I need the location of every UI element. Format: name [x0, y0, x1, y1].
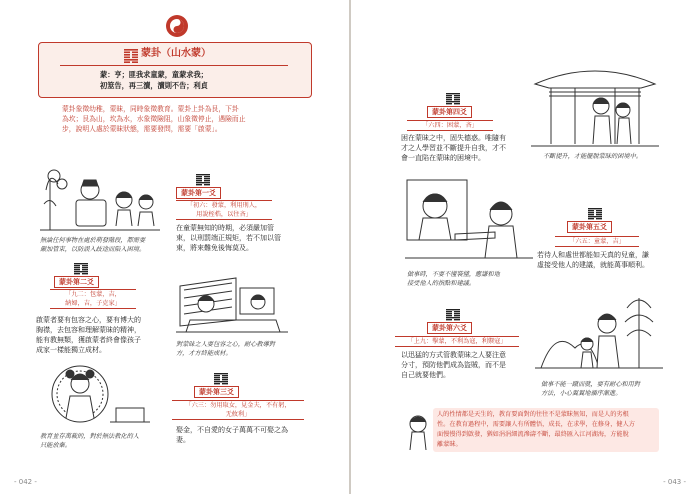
header-hexagram-icon [124, 48, 138, 62]
caption-6-line-2: 方法，小心翼翼地循序漸進。 [541, 390, 622, 397]
note-line-3: 面慢慢得到啟發，猶如涓涓細流滲濤不斷，最終匯入江河湖海，方能脫 [437, 431, 629, 438]
yao4-text-line-1: 困在蒙昧之中，固失德惑。唯隨有 [401, 134, 506, 142]
yao3-text-line-2: 妻。 [176, 436, 190, 444]
yao3-text [176, 425, 306, 445]
yao5-quote-line-1: 「六五：童蒙，吉」 [569, 238, 625, 245]
caption-5-line-1: 做事時，不要不懂裝懂，應謙和地 [407, 271, 500, 278]
yao1-quote [176, 200, 272, 220]
caption-3-line-1: 教育並存萬載的，對於無法教化的人 [40, 433, 139, 440]
page-number-left: - 042 - [14, 478, 37, 486]
yao6-text-line-1: 以迅猛的方式管教蒙昧之人要注意 [401, 351, 506, 359]
note-line-1: 人的性情都是天生的，教育要面對的往往不是蒙昧無知，而是人的劣根 [437, 411, 629, 418]
yao2-text-line-2: 胸襟，去包容和理解蒙昧的精神， [36, 326, 141, 334]
yao1-quote-line-2: 用說桎梏，以往吝」 [196, 211, 252, 218]
caption-2 [176, 340, 306, 358]
yao2-text-line-4: 成家一樣能獨立成材。 [36, 346, 106, 354]
yin-yang-icon [165, 14, 189, 38]
header-line-2: 初筮告，再三瀆，瀆則不告；利貞 [100, 81, 208, 90]
yao4-tag: 蒙卦第四爻 [427, 106, 472, 118]
teacher-students-illustration [40, 160, 160, 232]
yao4-hexagram-icon [446, 90, 460, 102]
yao2-quote-line-2: 納婦，吉，子克家」 [65, 300, 121, 307]
note-line-2: 性。在教育過程中，需要讓人有所體悟，成長，在求學，在修身，健人方 [437, 421, 635, 428]
caption-2-line-1: 對蒙昧之人要包容之心，耐心教導對 [176, 341, 275, 348]
caption-6 [541, 380, 671, 398]
note-text [437, 410, 657, 450]
yao2-quote [50, 289, 136, 309]
yao2-text-line-3: 能有教無類，獲啟蒙者終會像孩子 [36, 336, 141, 344]
garden-illustration [535, 288, 663, 370]
header-title: 蒙卦（山水蒙） [141, 48, 211, 59]
yao6-quote [395, 336, 519, 347]
yao1-text-line-2: 束，以刑罰端正規矩，若不加以管 [176, 234, 281, 242]
yao5-text-line-1: 若待人和處世都能如天真的兒童，謙 [537, 251, 649, 259]
yao1-text-line-3: 束，將來難免後悔莫及。 [176, 244, 253, 252]
yao1-text-line-1: 在童蒙無知的時期，必須嚴加管 [176, 224, 274, 232]
caption-1 [40, 236, 172, 254]
yao3-quote-line-2: 无攸利」 [225, 411, 251, 418]
caption-3 [40, 432, 164, 450]
header-line-1: 蒙：亨；匪我求童蒙，童蒙求我； [100, 70, 208, 79]
yao4-quote-line-1: 「六四：困蒙，吝」 [422, 122, 478, 129]
caption-3-line-2: 只能放棄。 [40, 442, 71, 449]
yao3-quote-line-1: 「六三：勿用取女，見金夫，不有躬， [185, 402, 291, 409]
scroll-reading-illustration [405, 178, 533, 262]
yao6-hexagram-icon [446, 306, 460, 318]
pavilion-illustration [531, 62, 659, 150]
yao5-tag: 蒙卦第五爻 [567, 221, 612, 233]
right-page [351, 0, 700, 494]
child-note-illustration [405, 412, 431, 452]
yao6-text-line-2: 分寸，預防他們成為盜賊，而不是 [401, 361, 506, 369]
yao1-tag: 蒙卦第一爻 [176, 187, 221, 199]
yao1-text [176, 223, 306, 253]
yao5-quote [555, 236, 639, 247]
left-page [0, 0, 349, 494]
caption-1-line-2: 嚴加管束，以防誤入歧途而陷入困境。 [40, 246, 146, 253]
yao3-text-line-1: 娶金，不自愛的女子萬萬不可娶之為 [176, 426, 288, 434]
yao2-text [36, 315, 166, 355]
caption-4: 不斷提升，才能擺脫蒙昧的困境中。 [543, 153, 642, 160]
yao3-tag: 蒙卦第三爻 [194, 386, 239, 398]
yao5-text-line-2: 虛接受他人的建議，就能萬事順利。 [537, 261, 649, 269]
yao4-text-line-3: 會一直陷在蒙昧的困境中。 [401, 154, 485, 162]
yao1-quote-line-1: 「初六：發蒙，利用刑人， [186, 202, 262, 209]
caption-5-line-2: 接受他人的指點和建議。 [407, 280, 476, 287]
yao2-text-line-1: 啟蒙者要有包容之心，要有博大的 [36, 316, 141, 324]
caption-6-line-1: 做事不能一蹴而就，要有耐心和用對 [541, 381, 640, 388]
yao4-text-line-2: 才之人學習並不斷提升自我，才不 [401, 144, 506, 152]
caption-5 [407, 270, 533, 288]
caption-2-line-2: 方，才方終能成材。 [176, 350, 232, 357]
intro-line-2: 為坎；艮為山，坎為水，水象徵險阻，山象徵停止，遇險而止 [62, 115, 246, 123]
yao4-quote [407, 120, 493, 131]
round-window-illustration [40, 362, 150, 424]
yao5-text [537, 250, 677, 270]
yao6-quote-line-1: 「上九：擊蒙，不利為寇，利禦寇」 [407, 338, 507, 345]
intro-line-3: 步，說明人處於蒙昧狀態，需要發問，需要「啟蒙」。 [62, 125, 222, 133]
yao3-hexagram-icon [214, 370, 228, 382]
yao4-text [401, 133, 531, 163]
yao2-quote-line-1: 「九二：包蒙，吉， [65, 291, 121, 298]
yao3-quote [172, 400, 304, 420]
yao2-hexagram-icon [74, 260, 88, 272]
yao1-hexagram-icon [196, 171, 210, 183]
intro-paragraph [62, 104, 312, 134]
page-number-right: - 043 - [663, 478, 686, 486]
note-line-4: 離蒙昧。 [437, 441, 462, 448]
yao6-tag: 蒙卦第六爻 [427, 322, 472, 334]
yao5-hexagram-icon [588, 205, 602, 217]
caption-1-line-1: 無論任何事物在處於萌發階段，都需要 [40, 237, 146, 244]
yao6-text [401, 350, 531, 380]
header-divider [60, 65, 288, 66]
window-study-illustration [176, 276, 288, 336]
yao6-text-line-3: 自己就要他們。 [401, 371, 450, 379]
intro-line-1: 蒙卦象徵幼稚，蒙昧，同時象徵教育。蒙卦上卦為艮，下卦 [62, 105, 239, 113]
yao2-tag: 蒙卦第二爻 [54, 276, 99, 288]
